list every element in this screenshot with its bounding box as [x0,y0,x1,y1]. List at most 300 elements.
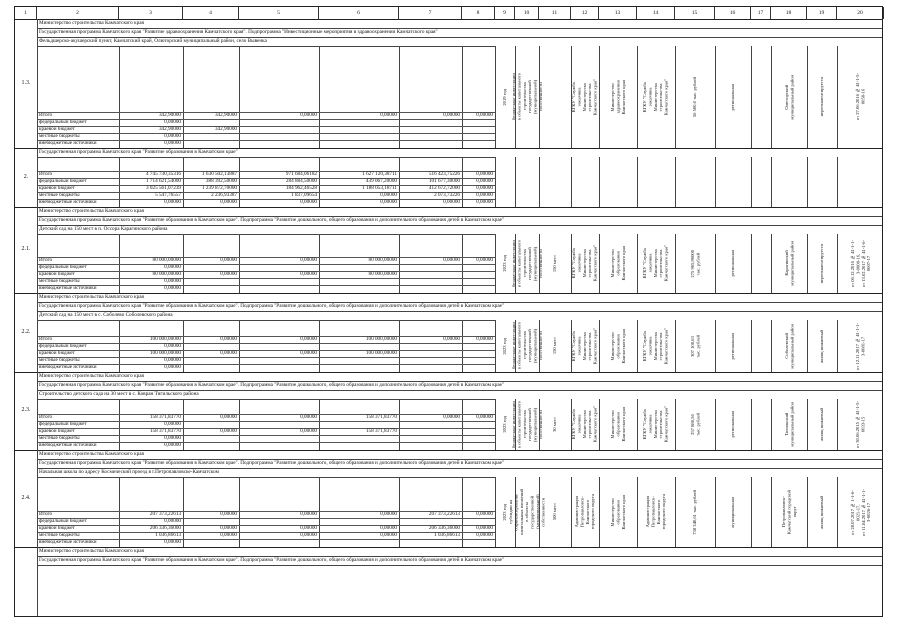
rotated-text: Министерство образования Камчатского края [609,494,626,530]
rotated-cell [599,47,637,147]
row-divider [37,477,495,478]
row-label: федеральный бюджет [39,421,87,427]
header-col-14: 14 [637,7,675,19]
amount-cell: 0,00000 [164,133,181,139]
column-divider [637,157,638,207]
amount-cell: 0,00000 [476,192,493,198]
amount-cell: 3 025 561,07239 [145,185,181,191]
rotated-text: КГКУ "Служба заказчика Министерства строительства Камчатского края" [571,245,599,282]
row-label: краевой бюджет [39,271,75,277]
amount-cell: 80 000,00000 [152,257,181,263]
amount-cell: 0,00000 [476,414,493,420]
header-col-11: 11 [539,7,571,19]
column-divider [751,477,752,547]
rotated-cell [807,235,837,292]
amount-cell: 342,90000 [214,126,237,132]
header-col-12: 12 [571,7,599,19]
header-col-5: 5 [239,7,319,19]
header-col-8: 8 [462,7,495,19]
amount-cell: 158 371,83770 [149,428,181,434]
row-divider [37,442,495,443]
rotated-text: 738 340,61 тыс. рублей [692,489,698,535]
rotated-text: 2023 год [502,255,508,272]
amount-cell: 342,90000 [158,112,181,118]
header-col-15: 15 [675,7,715,19]
rotated-text: 30 мест [552,417,558,432]
rotated-text: КГКУ "Служба заказчика Министерства строительства Камчатского края" [571,406,599,443]
amount-cell: 158 371,83770 [365,414,397,420]
rotated-cell [510,235,543,292]
rotated-text: Администрация Петропавловск- Камчатского городского округа [574,494,596,530]
amount-cell: 0,00000 [220,199,237,205]
row-label: Итого [39,414,53,420]
header-col-16: 16 [715,7,751,19]
column-divider [599,157,600,207]
rotated-text: 2023 год [502,416,508,433]
rotated-text: Министерство образования Камчатского края [609,246,626,281]
amount-cell: 0,00000 [300,428,317,434]
amount-cell: 206 336,36000 [149,525,181,531]
rotated-cell [837,321,884,371]
rotated-cell [807,400,837,449]
amount-cell: 1 714 621,54000 [145,178,181,184]
amount-cell: 0,00000 [220,257,237,263]
rotated-text: 500 мест [552,503,558,521]
rotated-cell [715,321,751,371]
row-divider [37,264,495,265]
section-line: Министерство строительства Камчатского края [39,208,144,214]
amount-cell: 5 547,76557 [155,192,181,198]
row-label: Итого [39,336,53,342]
row-divider [37,133,495,134]
section-number: 2.2. [21,328,31,335]
amount-cell: 0,00000 [476,185,493,191]
amount-cell: 4 745 730,35316 [145,171,181,177]
amount-cell: 0,00000 [300,257,317,263]
amount-cell: 0,00000 [220,532,237,538]
rotated-cell [807,47,837,147]
header-col-4: 4 [183,7,239,19]
column-divider [715,157,716,207]
section-number: 2.1. [21,246,31,252]
row-label: местные бюджеты [39,133,80,139]
section-line: Государственная программа Камчатского края "Развитие образования в Камчатском крае" [39,149,238,155]
header-col-3: 3 [119,7,183,19]
amount-cell: 0,00000 [476,525,493,531]
rotated-text: от 12.11.2017 № 41-1-1- 3-0081-17 [855,322,866,370]
section-line: Министерство строительства Камчатского края [39,451,144,457]
rotated-text: субсидии на софинансирование капитальных вложений в объекты государственной (муниципальной) собственности [508,489,546,535]
amount-cell: 0,00000 [300,414,317,420]
amount-cell: 0,00000 [164,442,181,448]
rotated-text: Министерство здравоохранения Камчатского края [609,79,626,115]
rotated-cell [637,400,675,449]
rotated-cell [599,321,637,371]
column-divider [751,46,752,148]
rotated-text: 150 мест [552,337,558,355]
amount-cell: 0,00000 [300,271,317,277]
rotated-text: Министерство образования Камчатского края [609,328,626,364]
header-col-1: 1 [15,7,37,19]
amount-cell: 0,00000 [476,178,493,184]
rotated-text: 56 500,0 тыс. рублей [692,76,698,118]
amount-cell: 0,00000 [443,112,460,118]
section-line: Министерство строительства Камчатского края [39,548,144,554]
rotated-cell [571,321,599,371]
amount-cell: 0,00000 [300,350,317,356]
column-divider [751,399,752,450]
rotated-text: Министерство образования Камчатского края [609,407,626,442]
rotated-cell [675,235,715,292]
amount-cell: 0,00000 [220,511,237,517]
rotated-cell [807,321,837,371]
row-label: федеральный бюджет [39,518,87,524]
rotated-cell [715,47,751,147]
row-label: краевой бюджет [39,350,75,356]
column-divider [515,157,516,207]
row-label: краевой бюджет [39,185,75,191]
section-number: 2.3. [21,407,31,413]
rotated-text: КГКУ "Служба заказчика Министерства строительства Камчатского края" [642,406,670,443]
rotated-cell [837,400,884,449]
amount-cell: 0,00000 [164,119,181,125]
rotated-text: Администрация Петропавловск- Камчатского городского округа [645,494,667,530]
rotated-cell [637,47,675,147]
column-divider [675,157,676,207]
rotated-cell [571,235,599,292]
section-number: 2.4. [21,494,31,501]
row-label: федеральный бюджет [39,119,87,125]
amount-cell: 100 000,00000 [365,350,397,356]
row-label: внебюджетные источники [39,442,97,448]
rotated-text: от 28.07.2017 № 1-1-6- 0021-17, от 11.04.2017 № 41-1-1- 3-0026-17 [849,488,871,536]
row-divider [37,320,495,321]
section-2.4. [15,450,882,547]
column-divider [771,157,772,207]
section-line: Строительство детского сада на 30 мест в с. Ковран Тигильского района [39,391,199,397]
amount-cell: 0,00000 [164,364,181,370]
rotated-text: 257 880,56 тыс. рублей [689,413,700,436]
amount-cell: 80 000,00000 [368,271,397,277]
amount-cell: 100 000,00000 [149,350,181,356]
column-divider [571,157,572,207]
rotated-text: муниципальная [730,496,736,528]
row-label: местные бюджеты [39,357,80,363]
amount-cell: 0,00000 [164,264,181,270]
rotated-cell [837,47,884,147]
rotated-cell [675,478,715,546]
rotated-cell [510,321,543,371]
amount-cell: 2 073,73226 [434,192,460,198]
rotated-cell [837,478,884,546]
row-divider [37,435,495,436]
rotated-cell [539,235,571,292]
column-divider [807,157,808,207]
rotated-text: бюджетные инвестиции в объекты капитального строительства государственной (муниципальной) собственности [510,73,543,121]
amount-cell: 0,00000 [443,257,460,263]
amount-cell: 0,00000 [380,192,397,198]
amount-cell: 412 672,72000 [428,185,460,191]
row-label: Итого [39,171,53,177]
row-divider [37,140,495,141]
rotated-text: от 30.06.2015 № 41-1-5- 0033-15 [855,400,866,449]
rotated-cell [675,321,715,371]
rotated-text: КГКУ "Служба заказчика Министерства строительства Камчатского края" [642,327,670,365]
amount-cell: 0,00000 [476,199,493,205]
section-line: Министерство строительства Камчатского края [39,20,144,26]
rotated-cell [539,400,571,449]
section-line: Государственная программа Камчатского края "Развитие образования в Камчатском крае". Подпрограмма "Развитие дошкольного, общего образования и дополнительного образования детей в Камчатском крае" [39,557,505,563]
amount-cell: 0,00000 [164,140,181,146]
row-label: Итого [39,511,53,517]
section-line: Государственная программа Камчатского края "Развитие образования в Камчатском крае". Подпрограмма "Развитие дошкольного, общего образования и дополнительного образования детей в Камчатском крае" [39,382,505,388]
section-line: Министерство строительства Камчатского края [39,294,144,300]
amount-cell: 0,00000 [300,199,317,205]
section-1.3. [15,19,882,148]
amount-cell: 439 067,20000 [365,178,397,184]
amount-cell: 0,00000 [476,336,493,342]
rotated-text: Тигильский муниципальный район [783,402,794,447]
section-number: 1.3. [21,79,31,86]
section-continued [15,547,882,619]
amount-cell: 516 423,75226 [428,171,460,177]
column-divider [539,157,540,207]
amount-cell: 342,90000 [158,126,181,132]
amount-cell: 0,00000 [300,532,317,538]
section-line: Государственная программа Камчатского края "Развитие образования в Камчатском крае". Подпрограмма "Развитие дошкольного, общего образования и дополнительного образования детей в Камчатском крае" [39,217,505,223]
rotated-cell [508,478,546,546]
column-divider [837,157,838,207]
rotated-cell [715,400,751,449]
row-label: федеральный бюджет [39,343,87,349]
rotated-cell [539,478,571,546]
amount-cell: 342,90000 [214,112,237,118]
rotated-text: 2023 год [502,503,508,521]
amount-cell: 0,00000 [300,336,317,342]
amount-cell: 0,00000 [476,511,493,517]
section-line: Начальная школа по адресу Космический проезд в г.Петропавловске-Камчатском [39,469,219,475]
amount-cell: 158 371,83770 [365,428,397,434]
rotated-cell [807,478,837,546]
rotated-text: КГКУ "Служба заказчика Министерства строительства Камчатского края" [571,78,599,116]
row-divider [37,278,495,279]
rotated-text: Олюторский муниципальный район [783,74,794,120]
section-line: Государственная программа Камчатского края "Развитие здравоохранения Камчатского края". Подпрограмма "Инвестиционные мероприятия в здравоохранении Камчатского края" [39,29,438,35]
amount-cell: 80 000,00000 [152,271,181,277]
row-divider [37,234,495,235]
header-col-18: 18 [771,7,807,19]
header-col-6: 6 [319,7,399,19]
header-col-17: 17 [751,7,771,19]
amount-cell: 1 036,86613 [434,532,460,538]
header-col-13: 13 [599,7,637,19]
row-label: краевой бюджет [39,525,75,531]
amount-cell: 1 036,86613 [155,532,181,538]
amount-cell: 207 373,22613 [149,511,181,517]
header-col-10: 10 [515,7,539,19]
amount-cell: 0,00000 [380,199,397,205]
amount-cell: 0,00000 [220,350,237,356]
row-divider [37,539,495,540]
rotated-text: бюджетные инвестиции в объекты капитального строительства государственной (муниципальной) собственности [510,400,543,449]
section-line: Детский сад на 150 мест в п. Оссора Карагинского района [39,226,168,232]
rotated-text: Петропавловск- Камчатский городской округ [780,489,797,535]
rotated-text: нерегламентируется [819,243,825,284]
amount-cell: 0,00000 [220,271,237,277]
section-line: Детский сад на 150 мест в с. Соболево Соболевского района [39,312,173,318]
rotated-text: региональная [730,83,736,111]
rotated-cell [771,478,807,546]
column-divider [751,320,752,372]
amount-cell: 101 677,30000 [428,178,460,184]
row-label: внебюджетные источники [39,199,97,205]
rotated-text: нерегламентируется [819,77,825,117]
rotated-text: 275 905,90000 тыс. рублей [689,249,700,278]
amount-cell: 0,00000 [220,428,237,434]
amount-cell: 0,00000 [476,112,493,118]
header-col-9: 9 [495,7,515,19]
section-line: Министерство строительства Камчатского края [39,373,144,379]
amount-cell: 0,00000 [476,532,493,538]
rotated-cell [637,235,675,292]
rotated-cell [637,478,675,546]
rotated-text: региональная [730,250,736,277]
amount-cell: 207 373,22613 [428,511,460,517]
amount-cell: 2 236,93387 [211,192,237,198]
amount-cell: 0,00000 [164,539,181,545]
section-line: Государственная программа Камчатского края "Развитие образования в Камчатском крае". Подпрограмма "Развитие дошкольного, общего образования и дополнительного образования детей в Камчатском крае" [39,460,505,466]
column-divider [495,157,496,207]
amount-cell: 0,00000 [380,532,397,538]
section-2.2. [15,293,882,372]
row-label: Итого [39,112,53,118]
rotated-text: Карагинский муниципальный район [783,241,794,286]
amount-cell: 0,00000 [164,435,181,441]
rotated-cell [637,321,675,371]
rotated-text: Соболевский муниципальный район [783,323,794,369]
rotated-cell [675,400,715,449]
document-sheet [14,6,883,617]
amount-cell: 100 000,00000 [365,336,397,342]
row-label: внебюджетные источники [39,364,97,370]
amount-cell: 0,00000 [164,421,181,427]
amount-cell: 1 188 053,18711 [362,185,397,191]
header-col-2: 2 [37,7,119,19]
amount-cell: 158 371,83770 [149,414,181,420]
rotated-cell [599,400,637,449]
amount-cell: 184 962,46528 [285,185,317,191]
amount-cell: 0,00000 [164,343,181,349]
amount-cell: 0,00000 [443,336,460,342]
amount-cell: 0,00000 [476,257,493,263]
rotated-cell [539,321,571,371]
amount-cell: 1 837,09654 [291,192,317,198]
rotated-text: жилщ нижневый [819,408,825,441]
amount-cell: 0,00000 [300,511,317,517]
amount-cell: 0,00000 [380,511,397,517]
rotated-text: КГКУ "Служба заказчика Министерства строительства Камчатского края" [642,245,670,282]
section-2. [15,148,882,207]
section-line: Государственная программа Камчатского края "Развитие образования в Камчатском крае". Подпрограмма "Развитие дошкольного, общего образования и дополнительного образования детей в Камчатском крае" [39,303,505,309]
row-label: местные бюджеты [39,278,80,284]
rotated-cell [771,47,807,147]
rotated-text: КГКУ "Служба заказчика Министерства строительства Камчатского края" [642,78,670,116]
rotated-text: жилщ нижневый [819,495,825,529]
row-divider [37,357,495,358]
amount-cell: 0,00000 [443,414,460,420]
row-label: внебюджетные источники [39,539,97,545]
amount-cell: 0,00000 [476,171,493,177]
amount-cell: 0,00000 [380,112,397,118]
row-divider [37,157,495,158]
amount-cell: 80 000,00000 [368,257,397,263]
rotated-cell [675,47,715,147]
rotated-text: жилщ нижневый [819,329,825,363]
section-number: 2. [23,173,29,180]
rotated-cell [837,235,884,292]
row-divider [37,126,495,127]
rotated-cell [715,478,751,546]
rotated-text: 2019 год [502,88,508,106]
row-divider [37,119,495,120]
row-label: федеральный бюджет [39,178,87,184]
row-label: внебюджетные источники [39,140,97,146]
row-divider [37,364,495,365]
header-col-20: 20 [837,7,884,19]
row-label: краевой бюджет [39,428,75,434]
row-divider [37,46,495,47]
amount-cell: 0,00000 [164,285,181,291]
rotated-cell [510,400,543,449]
rotated-cell [571,478,599,546]
header-col-7: 7 [399,7,462,19]
row-label: внебюджетные источники [39,285,97,291]
rotated-cell [771,235,807,292]
rotated-cell [715,235,751,292]
amount-cell: 0,00000 [380,525,397,531]
column-divider [751,234,752,293]
rotated-text: 150 мест [552,254,558,273]
row-label: Итого [39,257,53,263]
row-divider [37,518,495,519]
amount-cell: 0,00000 [164,278,181,284]
section-2.3. [15,372,882,450]
rotated-cell [771,321,807,371]
rotated-text: бюджетные инвестиции в объекты капитального строительства государственной (муниципальной) собственности [510,239,543,288]
amount-cell: 284 884,50000 [285,178,317,184]
rotated-text: 307 108,63 тыс. рублей [689,334,700,358]
amount-cell: 0,00000 [220,525,237,531]
rotated-cell [571,47,599,147]
rotated-text: региональная [730,332,736,360]
amount-cell: 1 239 872,70000 [201,185,237,191]
column-divider [539,46,540,148]
row-label: местные бюджеты [39,192,80,198]
rotated-text: региональная [730,411,736,438]
rotated-text: 2023 год [502,337,508,355]
amount-cell: 0,00000 [220,336,237,342]
rotated-cell [599,478,637,546]
row-label: краевой бюджет [39,126,75,132]
amount-cell: 100 000,00000 [149,336,181,342]
rotated-cell [599,235,637,292]
amount-cell: 0,00000 [220,414,237,420]
column-divider [751,157,752,207]
row-label: федеральный бюджет [39,264,87,270]
amount-cell: 0,00000 [443,199,460,205]
amount-cell: 0,00000 [164,518,181,524]
section-line: Фельдшерско-акушерский пункт, Камчатский край, Олюторский муниципальный район, село Вывенка [39,38,267,44]
